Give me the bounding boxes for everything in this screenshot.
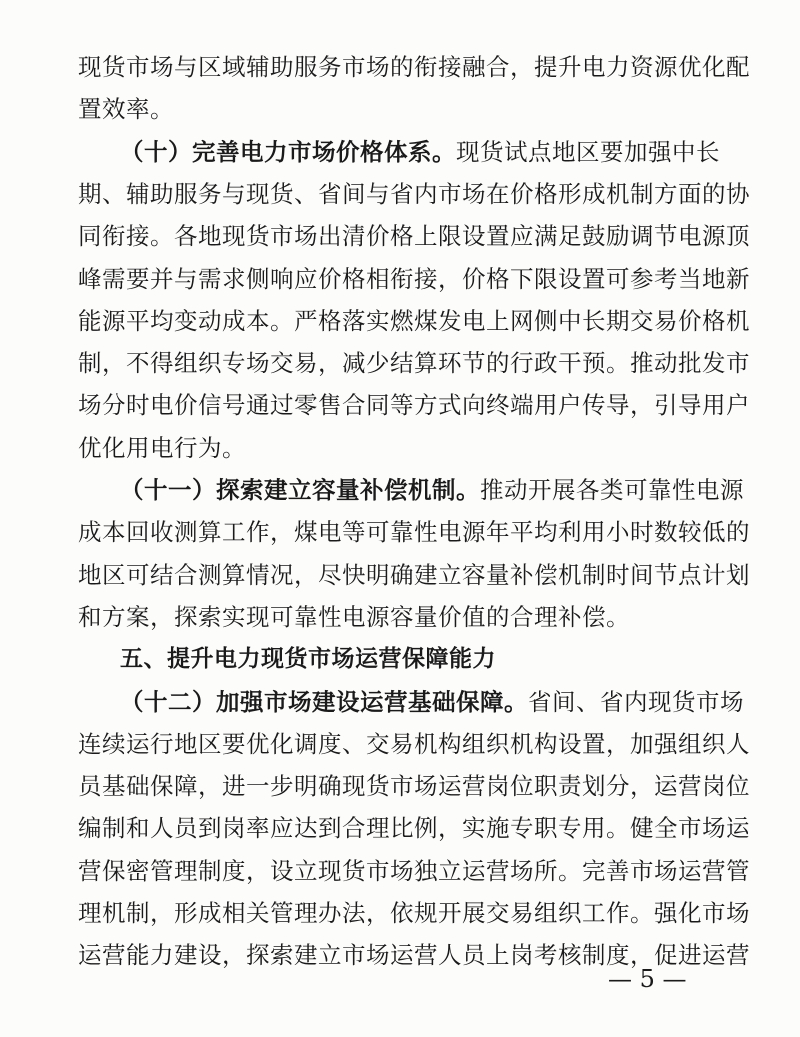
- text-line-17: [78, 729, 750, 759]
- text-line-6: [78, 264, 750, 294]
- text-line-2: [78, 94, 714, 124]
- text-line-12: [78, 517, 750, 547]
- text-line-9: [78, 390, 750, 420]
- line-text: 推动开展各类可靠性电源: [480, 476, 744, 504]
- text-line-14: [78, 602, 714, 632]
- line-text: 置效率。: [78, 95, 174, 124]
- line-text: 连续运行地区要优化调度、交易机构组织机构设置，加强组织人: [78, 729, 750, 758]
- line-text: 运营能力建设，探索建立市场运营人员上岗考核制度，促进运营: [78, 941, 750, 970]
- text-line-7: [78, 306, 750, 336]
- line-text: 营保密管理制度，设立现货市场独立运营场所。完善市场运营管: [78, 856, 750, 885]
- section-12-title: （十二）加强市场建设运营基础保障。: [120, 687, 528, 716]
- text-line-13: [78, 560, 750, 590]
- section-10-title: （十）完善电力市场价格体系。: [120, 137, 456, 166]
- text-line-8: [78, 348, 750, 378]
- line-text: 峰需要并与需求侧响应价格相衔接，价格下限设置可参考当地新: [78, 264, 750, 293]
- line-text: 场分时电价信号通过零售合同等方式向终端用户传导，引导用户: [78, 391, 750, 420]
- text-line-5: [78, 221, 750, 251]
- line-text: 员基础保障，进一步明确现货市场运营岗位职责划分，运营岗位: [78, 772, 750, 801]
- text-line-1: [78, 52, 750, 82]
- line-text: 同衔接。各地现货市场出清价格上限设置应满足鼓励调节电源顶: [78, 222, 750, 251]
- text-line-18: [78, 771, 750, 801]
- line-text: 编制和人员到岗率应达到合理比例，实施专职专用。健全市场运: [78, 814, 750, 843]
- line-text: 成本回收测算工作，煤电等可靠性电源年平均利用小时数较低的: [78, 518, 750, 547]
- text-line-19: [78, 813, 750, 843]
- line-text: 优化用电行为。: [78, 433, 246, 462]
- text-line-10: [78, 433, 714, 463]
- text-line-21: [78, 898, 750, 928]
- line-text: 地区可结合测算情况，尽快明确建立容量补偿机制时间节点计划: [78, 560, 750, 589]
- text-line-4: [78, 179, 750, 209]
- line-text: 理机制，形成相关管理办法，依规开展交易组织工作。强化市场: [78, 899, 750, 927]
- section-10-first-line: [120, 137, 720, 167]
- section-11-title: （十一）探索建立容量补偿机制。: [120, 476, 480, 504]
- line-text: 现货市场与区域辅助服务市场的衔接融合，提升电力资源优化配: [78, 53, 750, 81]
- section-11-first-line: [120, 475, 744, 505]
- line-text: 和方案，探索实现可靠性电源容量价值的合理补偿。: [78, 602, 630, 631]
- section-12-first-line: [120, 687, 744, 717]
- line-text: 制，不得组织专场交易，减少结算环节的行政干预。推动批发市: [78, 349, 750, 378]
- chapter-5-heading: [120, 644, 496, 674]
- text-line-20: [78, 856, 750, 886]
- chapter-heading-text: 五、提升电力现货市场运营保障能力: [120, 646, 496, 673]
- line-text: 省间、省内现货市场: [528, 687, 744, 716]
- line-text: 期、辅助服务与现货、省间与省内市场在价格形成机制方面的协: [78, 179, 750, 208]
- page-number: — 5 —: [608, 965, 687, 993]
- line-text: 能源平均变动成本。严格落实燃煤发电上网侧中长期交易价格机: [78, 306, 750, 335]
- line-text: 现货试点地区要加强中长: [456, 137, 720, 166]
